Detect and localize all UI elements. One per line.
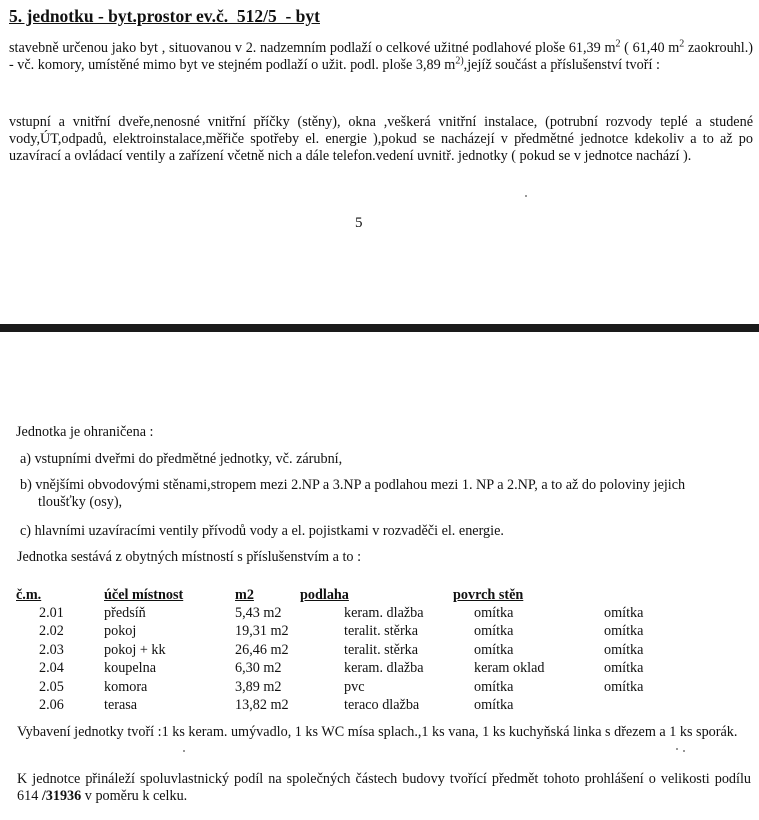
boundary-item-text: b) vnějšími obvodovými stěnami,stropem mezi 2.NP a 3.NP a podlahou mezi 1. NP a 2.NP, a to až do poloviny jejich tloušťky (osy), [20, 477, 686, 510]
equipment-paragraph: Vybavení jednotky tvoří :1 ks keram. umývadlo, 1 ks WC mísa splach.,1 ks vana, 1 ks kuchyňská linka s dřezem a 1 ks sporák. [17, 724, 738, 740]
unit-description-text-a: stavebně určenou jako byt , situovanou v 2. nadzemním podlaží o celkové užitné podlahové ploše 61,39 m [9, 40, 616, 56]
room-wall-surface: omítka [474, 679, 514, 695]
unit-description-text-b: ( 61,40 m [620, 40, 680, 56]
unit-description-sup-a: 2 [615, 38, 621, 50]
table-row [16, 660, 751, 678]
boundary-item [20, 477, 710, 511]
room-area: 3,89 m2 [235, 679, 282, 695]
room-number: 2.02 [39, 623, 64, 639]
room-area: 6,30 m2 [235, 660, 282, 676]
room-wall-surface: omítka [474, 605, 514, 621]
room-number: 2.04 [39, 660, 64, 676]
scan-speck [525, 195, 527, 197]
ownership-share-paragraph [17, 771, 751, 805]
column-header-floor: podlaha [300, 587, 349, 603]
room-purpose: terasa [104, 697, 138, 713]
table-row [16, 623, 751, 641]
room-floor: teraco dlažba [344, 697, 420, 713]
scan-speck [683, 750, 685, 752]
unit-description-text-d: ,jejíž součást a příslušenství tvoří : [463, 57, 660, 73]
room-ceiling-surface: omítka [604, 605, 644, 621]
room-ceiling-surface: omítka [604, 679, 644, 695]
boundary-item [20, 451, 710, 468]
page-number: 5 [355, 215, 363, 231]
room-area: 26,46 m2 [235, 642, 289, 658]
unit-heading: 5. jednotku - byt.prostor ev.č. 512/5 - byt [9, 6, 320, 26]
ownership-share-fraction: /31936 [41, 788, 82, 804]
boundary-item-text: c) hlavními uzavíracími ventily přívodů vody a el. pojistkami v rozvaděči el. energie. [20, 523, 504, 539]
unit-components-paragraph: vstupní a vnitřní dveře,nenosné vnitřní příčky (stěny), okna ,veškerá vnitřní instalace, (potrubní rozvody teplé a studené vody,ÚT,odpadů, elektroinstalace,měřiče spotřeby el. energie ),pokud se nacházejí v předmětné jednotce kdekoliv a to až po uzavírací a ovládací ventily a zařízení včetně nich a dále telefon.vedení uvnitř. jednotky ( pokud se v jednotce nachází ). [9, 114, 753, 164]
room-number: 2.03 [39, 642, 64, 658]
room-wall-surface: keram oklad [474, 660, 545, 676]
room-purpose: koupelna [104, 660, 157, 676]
room-wall-surface: omítka [474, 697, 514, 713]
room-floor: keram. dlažba [344, 660, 424, 676]
table-row [16, 679, 751, 697]
unit-description-sup-b: 2 [679, 38, 685, 50]
table-row [16, 605, 751, 623]
room-floor: teralit. stěrka [344, 642, 419, 658]
room-purpose: komora [104, 679, 148, 695]
ownership-share-suffix: v poměru k celku. [81, 788, 188, 804]
room-area: 13,82 m2 [235, 697, 289, 713]
room-floor: pvc [344, 679, 365, 695]
boundary-item [20, 523, 710, 540]
room-number: 2.05 [39, 679, 64, 695]
column-header-purpose: účel místnost [104, 587, 184, 603]
room-number: 2.06 [39, 697, 64, 713]
room-ceiling-surface: omítka [604, 623, 644, 639]
scan-speck [183, 750, 185, 752]
boundary-item-text: a) vstupními dveřmi do předmětné jednotky, vč. zárubní, [20, 451, 343, 467]
column-header-area: m2 [235, 587, 254, 603]
page-separator-bar [0, 324, 759, 332]
unit-description-sup-c: 2) [455, 55, 464, 67]
scan-speck [676, 748, 678, 750]
table-row [16, 697, 751, 715]
room-number: 2.01 [39, 605, 64, 621]
ownership-share-text: K jednotce přináleží spoluvlastnický podíl na společných částech budovy tvořící předmět tohoto prohlášení o velikosti podílu 614 [17, 771, 751, 804]
unit-description-text-c: zaokrouhl.) - vč. komory, umístěné mimo byt ve stejném podlaží o užit. podl. ploše 3,89 m [9, 40, 753, 73]
room-floor: keram. dlažba [344, 605, 424, 621]
column-header-number: č.m. [16, 587, 42, 603]
rooms-intro: Jednotka sestává z obytných místností s příslušenstvím a to : [17, 549, 362, 565]
boundaries-intro: Jednotka je ohraničena : [16, 424, 154, 440]
column-header-wall-surface: povrch stěn [453, 587, 524, 603]
room-ceiling-surface: omítka [604, 660, 644, 676]
room-ceiling-surface: omítka [604, 642, 644, 658]
room-purpose: pokoj + kk [104, 642, 166, 658]
room-wall-surface: omítka [474, 623, 514, 639]
room-area: 5,43 m2 [235, 605, 282, 621]
room-floor: teralit. stěrka [344, 623, 419, 639]
room-purpose: pokoj [104, 623, 137, 639]
room-area: 19,31 m2 [235, 623, 289, 639]
table-row [16, 642, 751, 660]
room-wall-surface: omítka [474, 642, 514, 658]
room-purpose: předsíň [104, 605, 146, 621]
unit-description-paragraph [9, 40, 753, 74]
